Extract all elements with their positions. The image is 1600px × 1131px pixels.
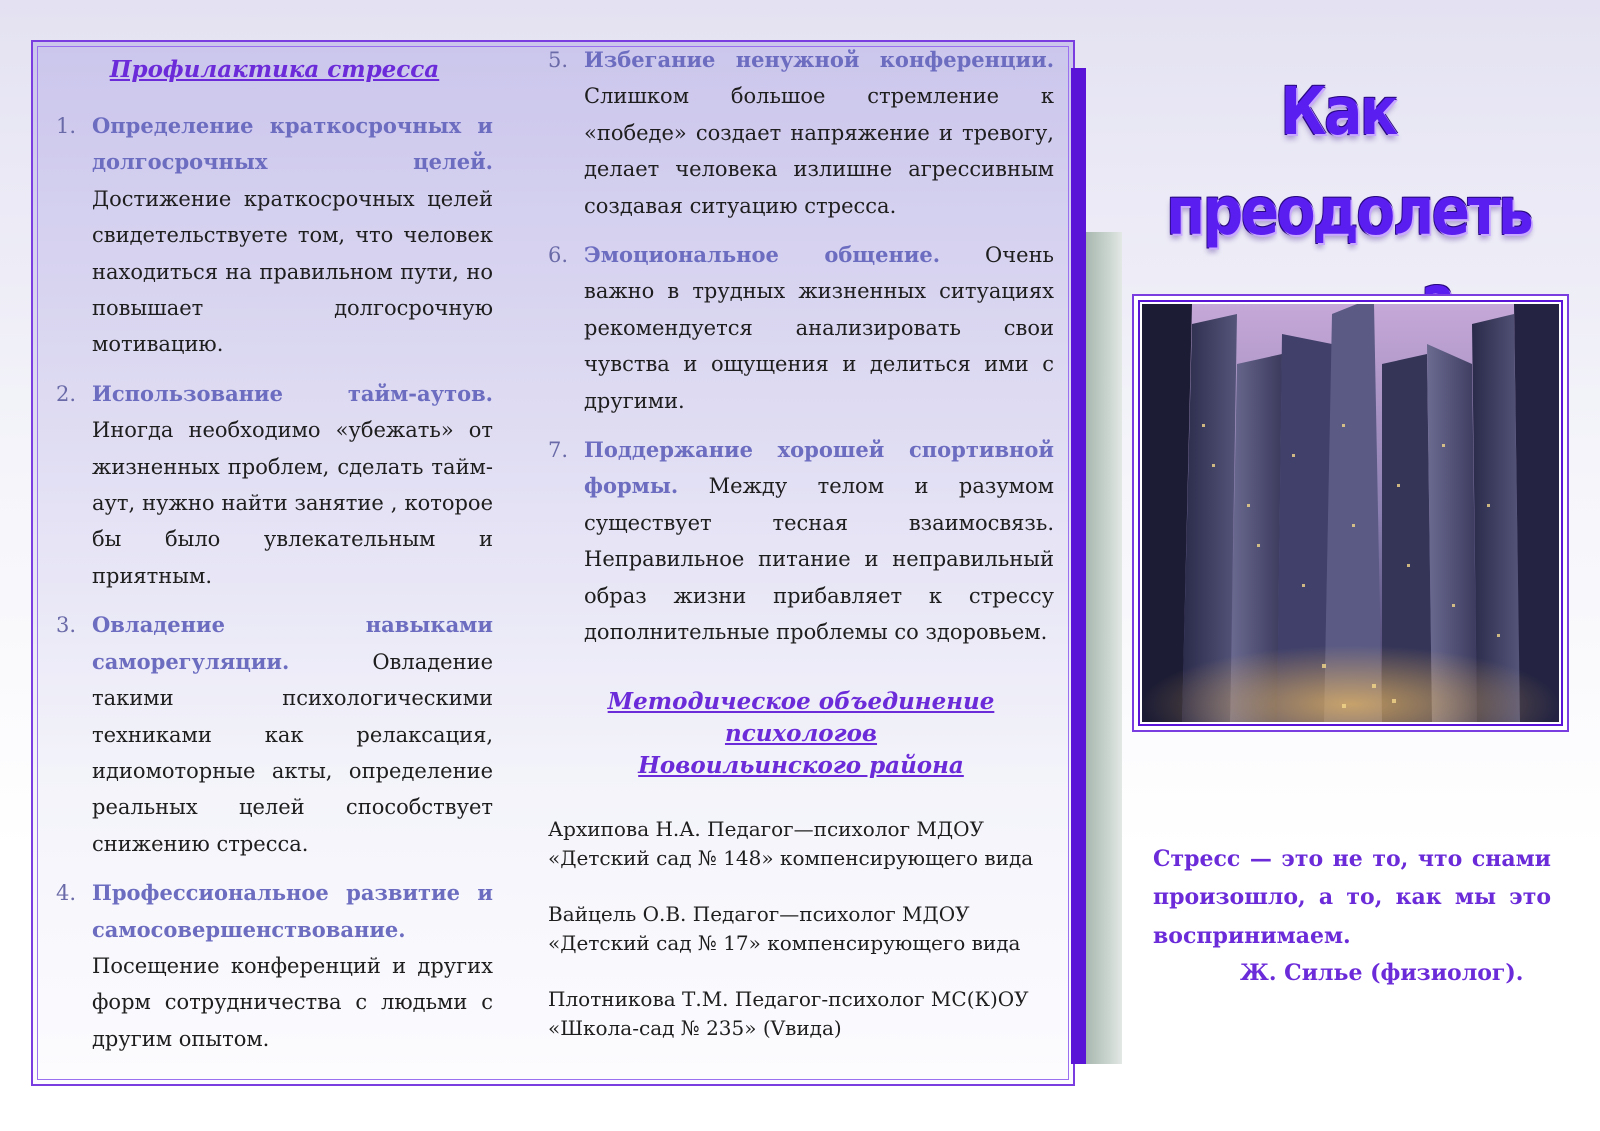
fold-divider-bar bbox=[1071, 68, 1086, 1064]
item-title: Овладение навыками саморегуляции. bbox=[92, 612, 493, 674]
item-title: Избегание ненужной конференции. bbox=[584, 47, 1054, 72]
list-item bbox=[56, 607, 493, 862]
city-skyline-photo bbox=[1142, 304, 1559, 722]
item-number: 2. bbox=[56, 381, 77, 406]
item-title: Поддержание хорошей спортивной формы. bbox=[584, 437, 1054, 499]
item-text: Слишком большое стремление к «победе» создает напряжение и тревогу, делает человека излишне агрессивным создавая ситуацию стресса. bbox=[584, 84, 1054, 218]
headline-line: Как преодолеть bbox=[1166, 73, 1532, 250]
item-number: 7. bbox=[548, 438, 569, 463]
item-body bbox=[584, 432, 1054, 650]
item-title: Определение краткосрочных и долгосрочных целей. bbox=[92, 113, 493, 175]
author-name-line: Плотникова Т.М. Педагог-психолог МС(К)ОУ bbox=[548, 987, 1029, 1011]
item-text: Овладение такими психологическими техниками как релаксация, идиомоторные акты, определение реальных целей способствует снижению стресса. bbox=[92, 649, 493, 856]
item-body bbox=[92, 875, 493, 1057]
item-title: Использование тайм-аутов. bbox=[92, 380, 493, 406]
credit-title-line: Новоильинского района bbox=[638, 752, 964, 779]
item-number: 1. bbox=[56, 114, 77, 138]
item-title: Профессиональное развитие и самосовершенствование. bbox=[92, 880, 493, 942]
item-text: Между телом и разумом существует тесная взаимосвязь. Неправильное питание и неправильный образ жизни прибавляет к стрессу дополнительные проблемы со здоровьем. bbox=[584, 474, 1054, 645]
author-org-line: «Школа-сад № 235» (Vвида) bbox=[548, 1015, 842, 1040]
item-body bbox=[92, 607, 493, 862]
quote-text: Стресс — это не то, что снами произошло, а то, как мы это воспринимаем. bbox=[1153, 846, 1551, 949]
quote-author: Ж. Силье (физиолог). bbox=[1240, 960, 1524, 986]
middle-column bbox=[548, 42, 1054, 664]
list-item bbox=[548, 42, 1054, 224]
left-column bbox=[56, 52, 493, 1070]
author-entry bbox=[548, 815, 1058, 872]
item-text: Иногда необходимо «убежать» от жизненных проблем, сделать тайм-аут, нужно найти занятие , которое бы было увлекательным и приятным. bbox=[92, 418, 493, 588]
item-body bbox=[92, 108, 493, 363]
item-body bbox=[584, 42, 1054, 224]
item-number: 3. bbox=[56, 613, 77, 638]
credit-title bbox=[548, 686, 1054, 782]
author-org-line: «Детский сад № 148» компенсирующего вида bbox=[548, 845, 1034, 870]
item-number: 5. bbox=[548, 48, 569, 72]
author-entry bbox=[548, 985, 1058, 1042]
item-text: Очень важно в трудных жизненных ситуациях рекомендуется анализировать свои чувства и ощущения и делиться ими с другими. bbox=[584, 243, 1054, 413]
item-number: 6. bbox=[548, 243, 569, 268]
item-number: 4. bbox=[56, 881, 77, 906]
list-item bbox=[56, 376, 493, 594]
item-text: Достижение краткосрочных целей свидетельствуете том, что человек находиться на правильном пути, но повышает долгосрочную мотивацию. bbox=[92, 186, 493, 357]
item-text: Посещение конференций и других форм сотрудничества с людьми с другим опытом. bbox=[92, 953, 493, 1051]
item-body bbox=[92, 376, 493, 594]
list-item bbox=[56, 875, 493, 1057]
list-item bbox=[56, 108, 493, 363]
author-name-line: Архипова Н.А. Педагог—психолог МДОУ bbox=[548, 817, 984, 841]
author-entry bbox=[548, 900, 1058, 957]
list-item bbox=[548, 237, 1054, 419]
credit-title-line: Методическое объединение психологов bbox=[607, 688, 995, 747]
item-title: Эмоциональное общение. bbox=[584, 242, 941, 268]
section-title: Профилактика стресса bbox=[109, 56, 440, 83]
item-body bbox=[584, 237, 1054, 419]
author-name-line: Вайцель О.В. Педагог—психолог МДОУ bbox=[548, 902, 970, 926]
author-org-line: «Детский сад № 17» компенсирующего вида bbox=[548, 930, 1021, 955]
fold-divider-shadow bbox=[1086, 232, 1122, 1064]
list-item bbox=[548, 432, 1054, 650]
